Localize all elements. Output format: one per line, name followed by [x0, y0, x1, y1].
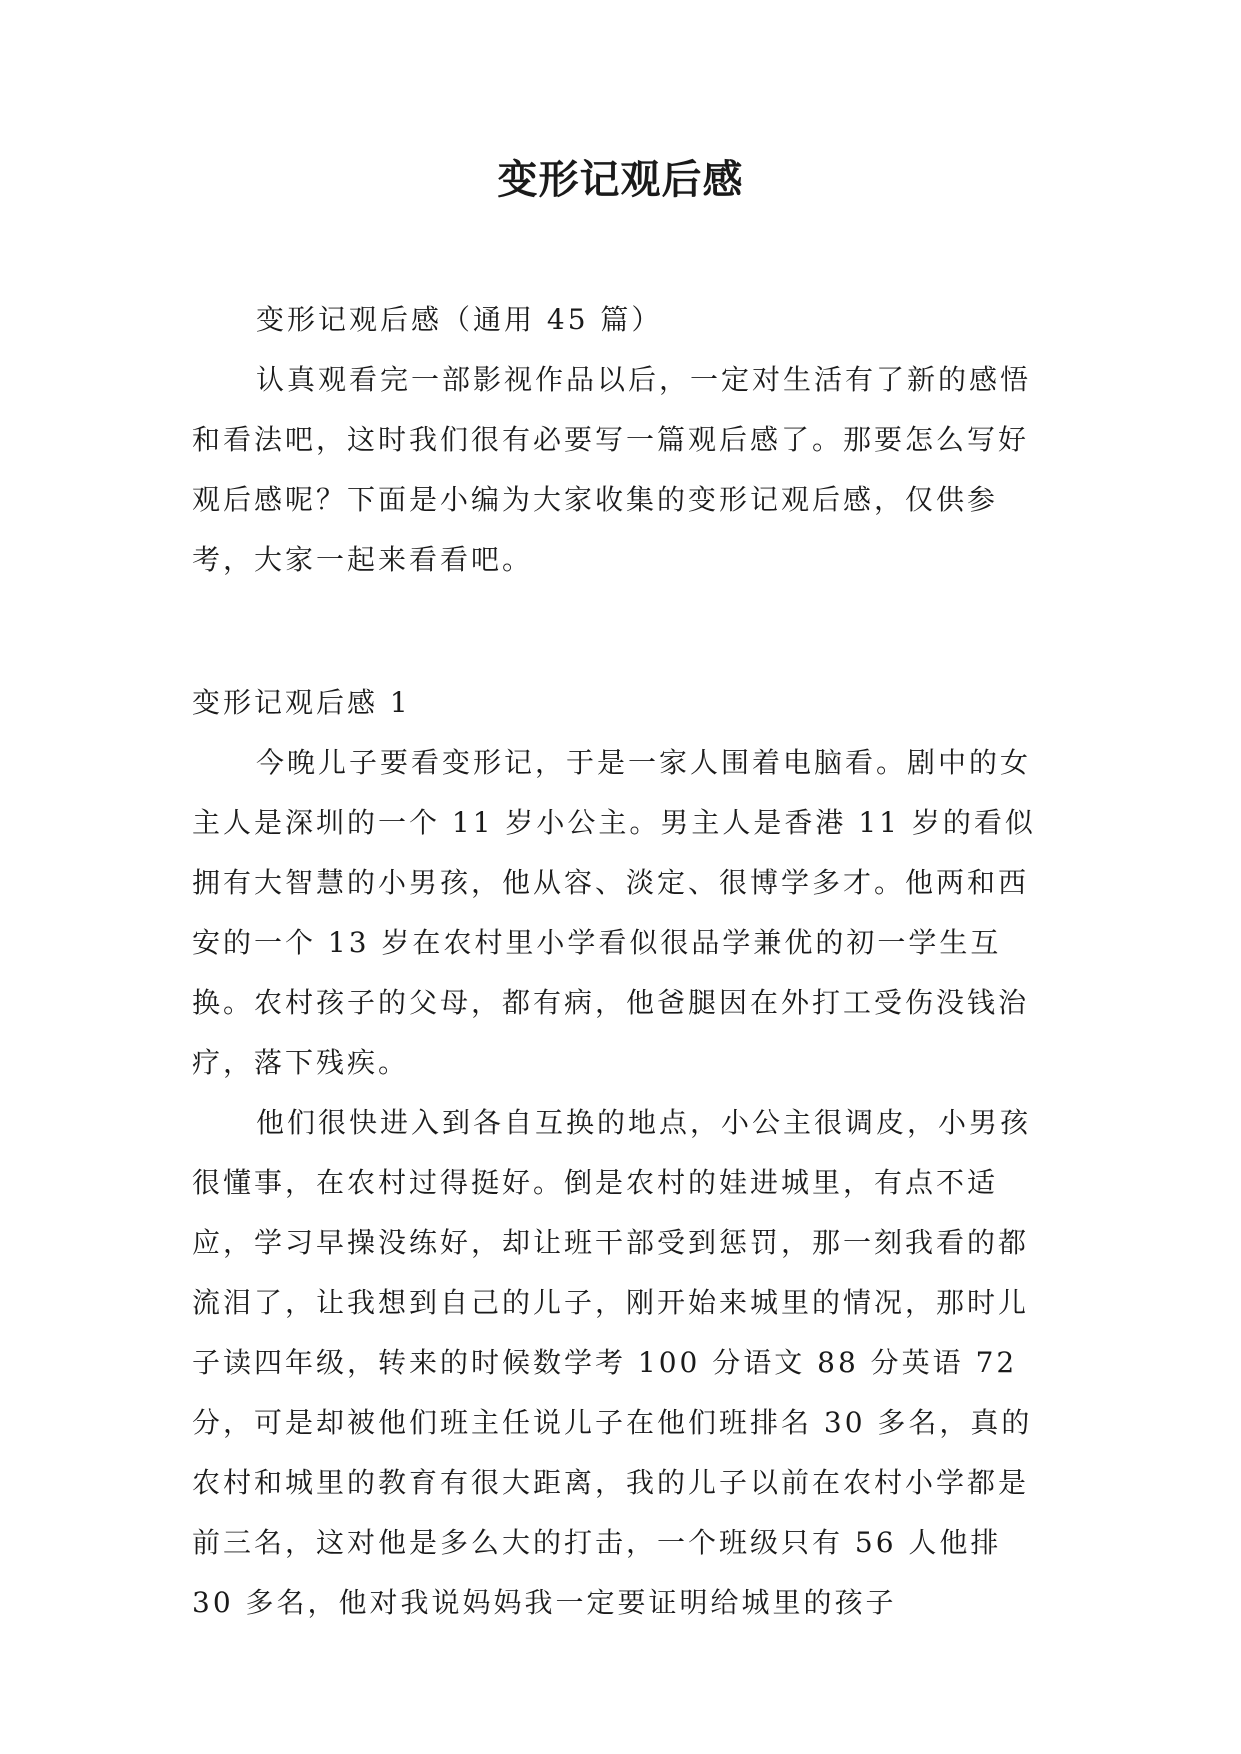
intro-paragraph: 认真观看完一部影视作品以后，一定对生活有了新的感悟和看法吧，这时我们很有必要写一篇观后感了。那要怎么写好观后感呢？下面是小编为大家收集的变形记观后感，仅供参考，大家一起来看看吧。 [192, 363, 1032, 576]
document-subtitle: 变形记观后感（通用 45 篇） [256, 303, 663, 336]
body-paragraph-1: 今晚儿子要看变形记，于是一家人围着电脑看。剧中的女主人是深圳的一个 11 岁小公主。男主人是香港 11 岁的看似拥有大智慧的小男孩，他从容、淡定、很博学多才。他两和西安的一个 13 岁在农村里小学看似很品学兼优的初一学生互换。农村孩子的父母，都有病，他爸腿因在外打工受伤没钱治疗，落下残疾。 [192, 746, 1036, 1079]
page-title: 变形记观后感 [497, 157, 744, 203]
section-heading: 变形记观后感 1 [192, 686, 411, 719]
document-body [192, 290, 1052, 1633]
section-spacer [192, 590, 1052, 673]
body-paragraph-2: 他们很快进入到各自互换的地点，小公主很调皮，小男孩很懂事，在农村过得挺好。倒是农村的娃进城里，有点不适应，学习早操没练好，却让班干部受到惩罚，那一刻我看的都流泪了，让我想到自己的儿子，刚开始来城里的情况，那时儿子读四年级，转来的时候数学考 100 分语文 88 分英语 72 分，可是却被他们班主任说儿子在他们班排名 30 多名，真的农村和城里的教育有很大距离，我的儿子以前在农村小学都是前三名，这对他是多么大的打击，一个班级只有 56 人他排 30 多名，他对我说妈妈我一定要证明给城里的孩子 [192, 1106, 1033, 1619]
